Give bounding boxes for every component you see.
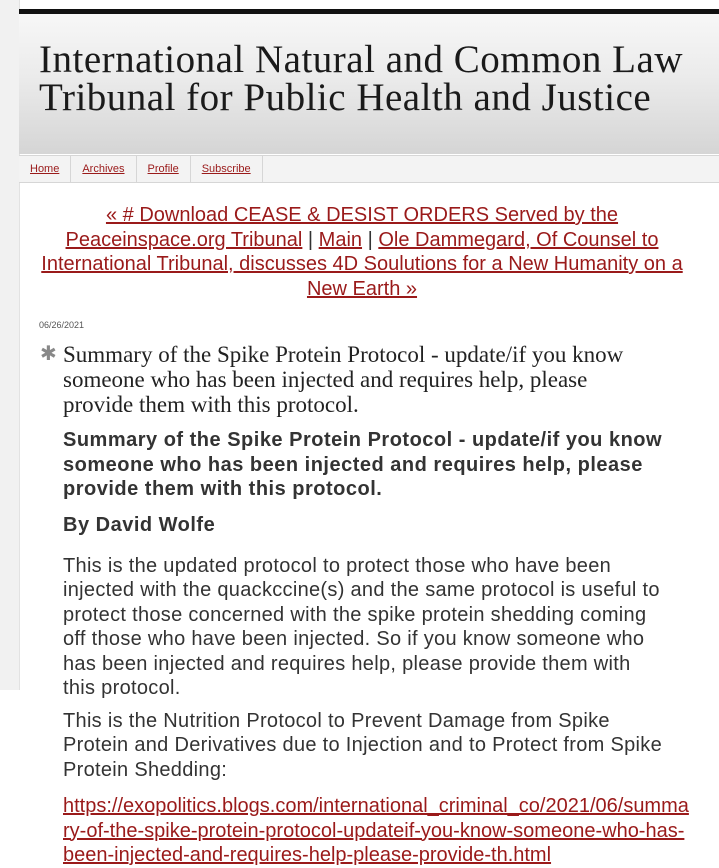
main-link[interactable]: Main <box>318 228 363 251</box>
nav-bar <box>19 155 719 183</box>
post-header <box>40 342 660 417</box>
post-date: 06/26/2021 <box>39 320 85 330</box>
nav-archives[interactable]: Archives <box>71 156 136 182</box>
source-link[interactable]: https://exopolitics.blogs.com/international_criminal_co/2021/06/summary-of-the-spike-protein-protocol-updateif-you-know-someone-who-has-been-injected-and-requires-help-please-provide-th.html <box>63 795 689 866</box>
post-paragraph: This is the Nutrition Protocol to Prevent Damage from Spike Protein and Derivatives due to Injection and to Protect from Spike Protein Shedding: <box>63 709 662 781</box>
post-title: Summary of the Spike Protein Protocol - update/if you know someone who has been injected and requires help, please provide them with this protocol. <box>63 342 624 417</box>
site-title[interactable]: International Natural and Common Law Tribunal for Public Health and Justice <box>39 38 683 119</box>
pager-separator: | <box>362 228 379 251</box>
pager-separator: | <box>302 228 319 251</box>
asterisk-icon: ✱ <box>40 343 57 365</box>
post-author: By David Wolfe <box>63 513 216 536</box>
post-paragraph: This is the updated protocol to protect those who have been injected with the quackccine(s) and the same protocol is useful to protect those concerned with the spike protein shedding coming off those who have been injected. So if you know someone who has been injected and requires help, please provide them with this protocol. <box>63 554 660 699</box>
post-bold-title: Summary of the Spike Protein Protocol - update/if you know someone who has been injected and requires help, please provide them with this protocol. <box>63 429 663 500</box>
nav-profile[interactable]: Profile <box>137 156 191 182</box>
post-body <box>63 428 689 868</box>
site-banner <box>19 14 719 154</box>
next-post-link[interactable]: Ole Dammegard, Of Counsel to International Tribunal, discusses 4D Soulutions for a New Humanity on a New Earth » <box>41 228 683 300</box>
post-pager <box>40 203 684 301</box>
left-sidebar-strip <box>0 0 20 690</box>
nav-home[interactable]: Home <box>19 156 71 182</box>
nav-subscribe[interactable]: Subscribe <box>191 156 263 182</box>
prev-post-link[interactable]: « # Download CEASE & DESIST ORDERS Served by the Peaceinspace.org Tribunal <box>65 204 619 251</box>
